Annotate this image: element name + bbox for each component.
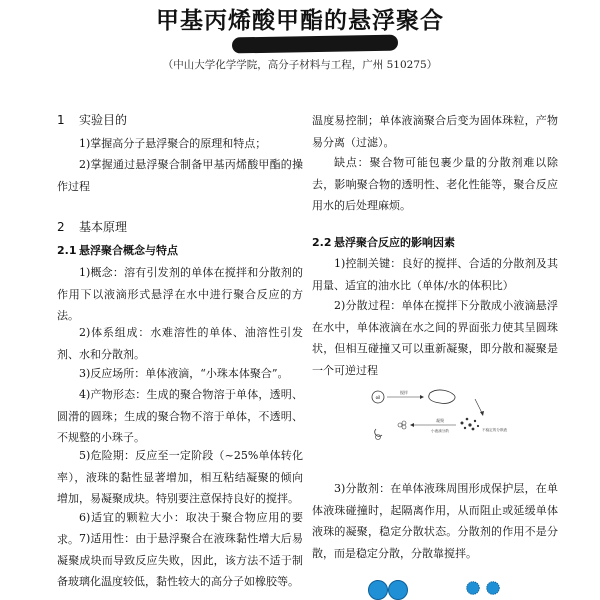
control-key-paragraph: 1)控制关键：良好的搅拌、合适的分散剂及其用量、适宜的油水比（单体/水的体积比） xyxy=(312,257,558,292)
dispersion-coalescence-diagram xyxy=(370,385,508,445)
aggregated-drops-icon xyxy=(398,421,406,429)
section-title: 实验目的 xyxy=(79,113,128,127)
stir-label: 搅拌 xyxy=(400,390,408,395)
applicability-paragraph: 7)适用性：由于悬浮聚合在液珠黏性增大后易凝聚成块而导致反应失败，因此，该方法不适于制备玻璃化温度较低，黏性较大的高分子如橡胶等。 xyxy=(57,532,303,588)
break-arrowhead xyxy=(480,411,484,416)
reaction-site-paragraph: 3)反应场所：单体液滴，“小珠本体聚合”。 xyxy=(79,367,289,380)
section-title: 基本原理 xyxy=(79,220,128,234)
protected-particle-icon xyxy=(464,579,482,597)
objective-2: 2)掌握通过悬浮聚合制备甲基丙烯酸甲酯的操作过程 xyxy=(57,158,303,193)
dispersant-particle-icon xyxy=(388,580,408,600)
section-number: 2 xyxy=(57,220,65,234)
redacted-author-names xyxy=(232,35,398,54)
protected-particle-icon xyxy=(484,579,502,597)
monomer-drop-mark: oil xyxy=(375,395,381,400)
return-arrow xyxy=(375,429,382,436)
subsection-number: 2.2 xyxy=(312,236,332,249)
disadvantages-paragraph: 缺点：聚合物可能包裹少量的分散剂难以除去，影响聚合物的透明性、老化性能等，聚合反应用水的后处理麻烦。 xyxy=(312,156,558,212)
dispersion-process-paragraph: 2)分散过程：单体在搅拌下分散成小液滴悬浮在水中，单体液滴在水之间的界面张力使其呈圆珠状，但相互碰撞又可以重新凝聚，即分散和凝聚是一个可逆过程 xyxy=(312,299,558,377)
concept-paragraph: 1)概念：溶有引发剂的单体在搅拌和分散剂的作用下以液滴形式悬浮在水中进行聚合反应的方法。 xyxy=(57,266,303,322)
objective-1: 1)掌握高分子悬浮聚合的原理和特点； xyxy=(79,137,267,150)
merged-drop-icon xyxy=(376,435,381,440)
small-droplets-icon xyxy=(461,418,480,431)
product-form-paragraph: 4)产物形态：生成的聚合物溶于单体，透明、圆滑的圆珠；生成的聚合物不溶于单体，不透明、不规整的小珠子。 xyxy=(57,388,303,444)
subsection-2-1-heading xyxy=(57,240,303,262)
stretched-drop-icon xyxy=(429,390,455,403)
subsection-2-2-heading xyxy=(312,232,558,254)
break-arrow xyxy=(475,399,482,413)
advantages-continued: 温度易控制；单体液滴聚合后变为固体珠粒，产物易分离（过滤）。 xyxy=(312,114,558,149)
particle-size-paragraph: 6)适宜的颗粒大小：取决于聚合物应用的要求。 xyxy=(57,511,303,546)
subsection-title: 悬浮聚合概念与特点 xyxy=(79,244,178,257)
dispersant-paragraph: 3)分散剂：在单体液珠周围形成保护层，在单体液珠碰撞时，起隔离作用，从而阻止或延缓单体液珠的凝聚，稳定分散状态。分散剂的作用不是分散，而是稳定分散，分散靠搅拌。 xyxy=(312,482,558,560)
stir-arrowhead xyxy=(420,395,424,399)
section-2-heading xyxy=(57,217,303,239)
droplets-label: 小液滴分散 xyxy=(431,429,449,433)
danger-period-paragraph: 5)危险期：反应至一定阶段（~25%单体转化率），液珠的黏性显著增加，相互粘结凝聚的倾向增加，易凝聚成块。特别要注意保持良好的搅拌。 xyxy=(57,449,303,505)
document-title: 甲基丙烯酸甲酯的悬浮聚合 xyxy=(156,8,444,34)
subsection-title: 悬浮聚合反应的影响因素 xyxy=(334,236,455,249)
section-1-heading xyxy=(57,110,303,132)
composition-paragraph: 2)体系组成：水难溶性的单体、油溶性引发剂、水和分散剂。 xyxy=(57,326,303,361)
subsection-number: 2.1 xyxy=(57,244,77,257)
unstable-dispersion-label: 不稳定的分散液 xyxy=(482,428,508,432)
section-number: 1 xyxy=(57,113,65,127)
coalesce-arrowhead xyxy=(410,423,414,427)
dispersant-particle-icon xyxy=(368,580,388,600)
coalesce-label: 凝聚 xyxy=(436,418,444,423)
author-affiliation: （中山大学化学学院，高分子材料与工程，广州 510275） xyxy=(162,59,438,71)
